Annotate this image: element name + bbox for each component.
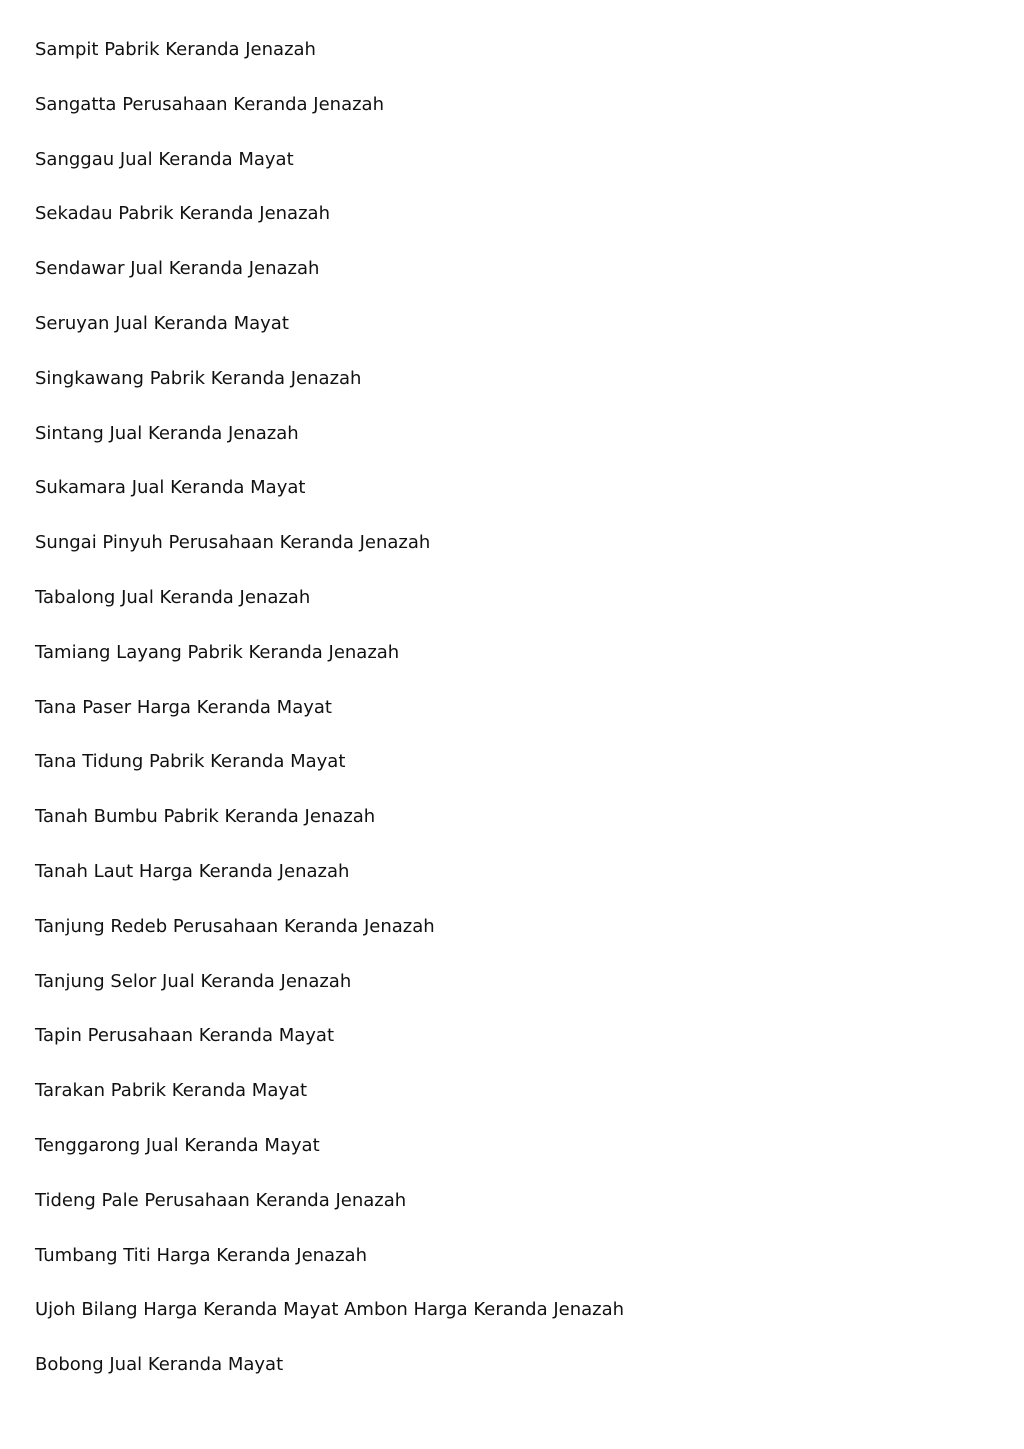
text-line: Sanggau Jual Keranda Mayat xyxy=(35,148,294,170)
text-line: Sungai Pinyuh Perusahaan Keranda Jenazah xyxy=(35,532,431,554)
text-line: Tanjung Selor Jual Keranda Jenazah xyxy=(35,970,352,992)
text-line: Tenggarong Jual Keranda Mayat xyxy=(35,1134,320,1156)
text-line: Tideng Pale Perusahaan Keranda Jenazah xyxy=(35,1189,407,1211)
text-line: Tana Tidung Pabrik Keranda Mayat xyxy=(35,751,346,773)
text-line: Tana Paser Harga Keranda Mayat xyxy=(35,696,332,718)
text-line: Ujoh Bilang Harga Keranda Mayat Ambon Harga Keranda Jenazah xyxy=(35,1299,625,1321)
text-line: Singkawang Pabrik Keranda Jenazah xyxy=(35,367,362,389)
text-line: Sukamara Jual Keranda Mayat xyxy=(35,477,306,499)
text-line: Sendawar Jual Keranda Jenazah xyxy=(35,258,320,280)
text-line: Sekadau Pabrik Keranda Jenazah xyxy=(35,203,330,225)
text-line: Tarakan Pabrik Keranda Mayat xyxy=(35,1080,308,1102)
text-line: Tanjung Redeb Perusahaan Keranda Jenazah xyxy=(35,915,435,937)
text-line: Tamiang Layang Pabrik Keranda Jenazah xyxy=(35,641,400,663)
text-line: Sampit Pabrik Keranda Jenazah xyxy=(35,39,316,60)
text-line: Tanah Bumbu Pabrik Keranda Jenazah xyxy=(35,806,376,828)
text-line: Sangatta Perusahaan Keranda Jenazah xyxy=(35,93,384,115)
text-line: Tabalong Jual Keranda Jenazah xyxy=(35,586,311,608)
text-line: Tapin Perusahaan Keranda Mayat xyxy=(35,1025,335,1047)
text-line-list xyxy=(35,36,624,1406)
text-line: Bobong Jual Keranda Mayat xyxy=(35,1354,284,1376)
text-line: Sintang Jual Keranda Jenazah xyxy=(35,422,299,444)
text-line: Seruyan Jual Keranda Mayat xyxy=(35,312,289,334)
text-line: Tumbang Titi Harga Keranda Jenazah xyxy=(35,1244,367,1266)
text-line: Tanah Laut Harga Keranda Jenazah xyxy=(35,860,350,882)
